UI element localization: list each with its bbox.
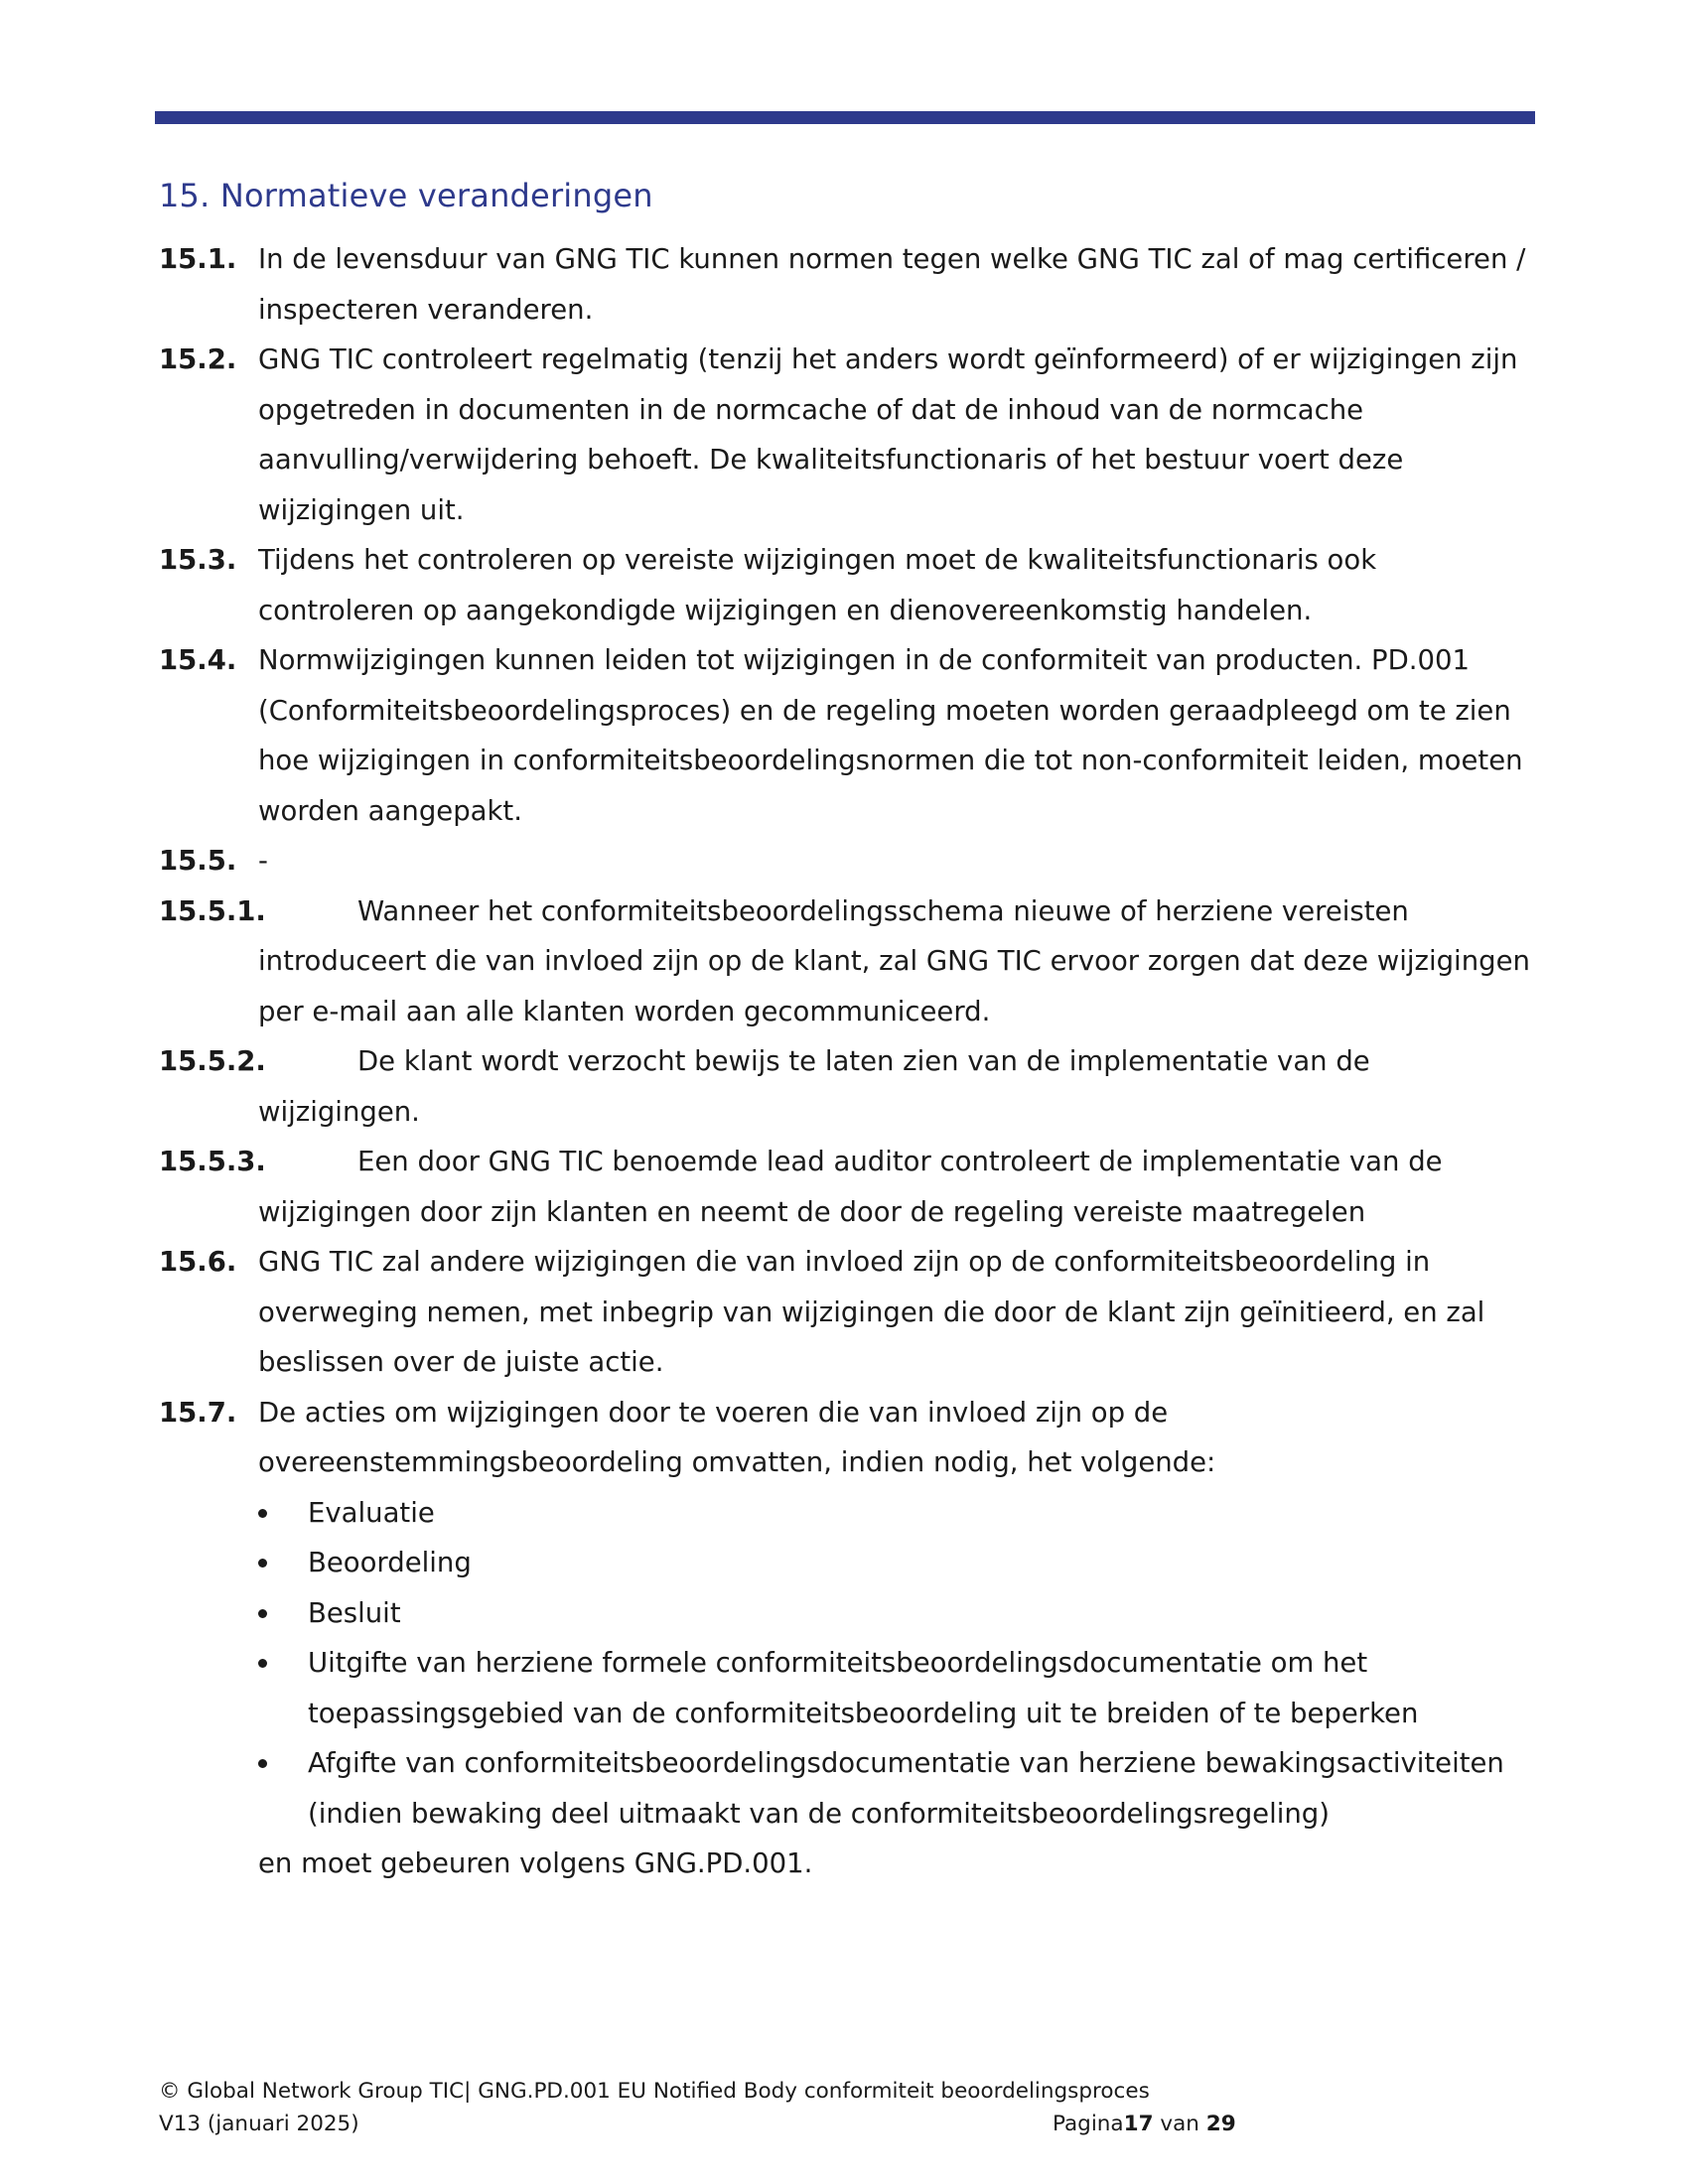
- page-number: [1053, 2108, 1236, 2140]
- paragraph-number: 15.2.: [159, 343, 237, 375]
- page-footer: [159, 2075, 1251, 2140]
- footer-copyright: © Global Network Group TIC| GNG.PD.001 EU Notified Body conformiteit beoordelingsproces: [159, 2079, 1150, 2104]
- paragraph-15-3: [159, 535, 1539, 635]
- list-item: [308, 1638, 1539, 1738]
- paragraph-text: Tijdens het controleren op vereiste wijzigingen moet de kwaliteitsfunctionaris ook controleren op aangekondigde wijzigingen en dienovereenkomstig handelen.: [258, 544, 1377, 626]
- paragraph-text: De klant wordt verzocht bewijs te laten zien van de implementatie van de wijzigingen.: [258, 1045, 1370, 1128]
- list-item-text: Uitgifte van herziene formele conformiteitsbeoordelingsdocumentatie om het toepassingsgebied van de conformiteitsbeoordeling uit te breiden of te beperken: [308, 1647, 1419, 1729]
- paragraph-15-5: [159, 836, 1539, 887]
- page-current: 17: [1123, 2112, 1154, 2136]
- paragraph-text: Normwijzigingen kunnen leiden tot wijzigingen in de conformiteit van producten. PD.001 (Conformiteitsbeoordelingsproces) en de regeling moeten worden geraadpleegd om te zien hoe wijzigingen in conformiteitsbeoordelingsnormen die tot non-conformiteit leiden, moeten worden aangepakt.: [258, 644, 1523, 827]
- paragraph-15-1: [159, 234, 1539, 335]
- list-item-text: Evaluatie: [308, 1496, 435, 1529]
- paragraph-15-5-2: [159, 1036, 1539, 1137]
- page-label: Pagina: [1053, 2112, 1124, 2136]
- list-item-text: Afgifte van conformiteitsbeoordelingsdocumentatie van herziene bewakingsactiviteiten (indien bewaking deel uitmaakt van de conformiteitsbeoordelingsregeling): [308, 1747, 1504, 1830]
- paragraph-number: 15.5.: [159, 845, 237, 877]
- paragraph-text: Wanneer het conformiteitsbeoordelingsschema nieuwe of herziene vereisten introduceert die van invloed zijn op de klant, zal GNG TIC ervoor zorgen dat deze wijzigingen per e-mail aan alle klanten worden gecommuniceerd.: [258, 894, 1530, 1027]
- paragraph-number: 15.6.: [159, 1246, 237, 1278]
- bullet-icon: [258, 1559, 267, 1568]
- list-item: [308, 1588, 1539, 1639]
- paragraph-text: GNG TIC zal andere wijzigingen die van invloed zijn op de conformiteitsbeoordeling in overweging nemen, met inbegrip van wijzigingen die door de klant zijn geïnitieerd, en zal beslissen over de juiste actie.: [258, 1246, 1485, 1378]
- paragraph-15-5-1: [159, 887, 1539, 1037]
- closing-text: en moet gebeuren volgens GNG.PD.001.: [258, 1847, 813, 1879]
- paragraph-number: 15.7.: [159, 1396, 237, 1429]
- paragraph-number: 15.5.3.: [159, 1146, 266, 1177]
- paragraph-number: 15.4.: [159, 644, 237, 676]
- paragraph-text: De acties om wijzigingen door te voeren die van invloed zijn op de overeenstemmingsbeoordeling omvatten, indien nodig, het volgende:: [258, 1396, 1216, 1478]
- paragraph-number: 15.5.1.: [159, 894, 266, 927]
- page-total: 29: [1205, 2112, 1236, 2136]
- paragraph-text: In de levensduur van GNG TIC kunnen normen tegen welke GNG TIC zal of mag certificeren / inspecteren veranderen.: [258, 243, 1526, 326]
- footer-version-row: [159, 2108, 1251, 2140]
- action-list: [159, 1488, 1539, 1840]
- paragraph-text: GNG TIC controleert regelmatig (tenzij het anders wordt geïnformeerd) of er wijzigingen zijn opgetreden in documenten in de normcache of dat de inhoud van de normcache aanvulling/verwijdering behoeft. De kwaliteitsfunctionaris of het bestuur voert deze wijzigingen uit.: [258, 343, 1518, 526]
- paragraph-number: 15.1.: [159, 243, 237, 275]
- list-item: [308, 1488, 1539, 1539]
- list-item-text: Besluit: [308, 1596, 401, 1629]
- paragraph-text: Een door GNG TIC benoemde lead auditor controleert de implementatie van de wijzigingen door zijn klanten en neemt de door de regeling vereiste maatregelen: [258, 1146, 1443, 1228]
- paragraph-15-4: [159, 635, 1539, 836]
- footer-version: V13 (januari 2025): [159, 2112, 359, 2136]
- bullet-icon: [258, 1759, 267, 1768]
- list-item-text: Beoordeling: [308, 1547, 472, 1578]
- paragraph-number: 15.5.2.: [159, 1045, 266, 1077]
- bullet-icon: [258, 1609, 267, 1618]
- section-title: 15. Normatieve veranderingen: [159, 177, 653, 214]
- list-item: [308, 1538, 1539, 1588]
- paragraph-15-2: [159, 335, 1539, 535]
- paragraph-15-7: [159, 1388, 1539, 1488]
- page-separator: van: [1153, 2112, 1206, 2136]
- bullet-icon: [258, 1659, 267, 1668]
- list-item: [308, 1738, 1539, 1839]
- header-rule: [155, 111, 1535, 124]
- bullet-icon: [258, 1509, 267, 1518]
- paragraph-number: 15.3.: [159, 544, 237, 576]
- paragraph-15-6: [159, 1237, 1539, 1388]
- document-body: [159, 234, 1539, 1889]
- paragraph-text: -: [258, 845, 268, 877]
- paragraph-15-5-3: [159, 1137, 1539, 1237]
